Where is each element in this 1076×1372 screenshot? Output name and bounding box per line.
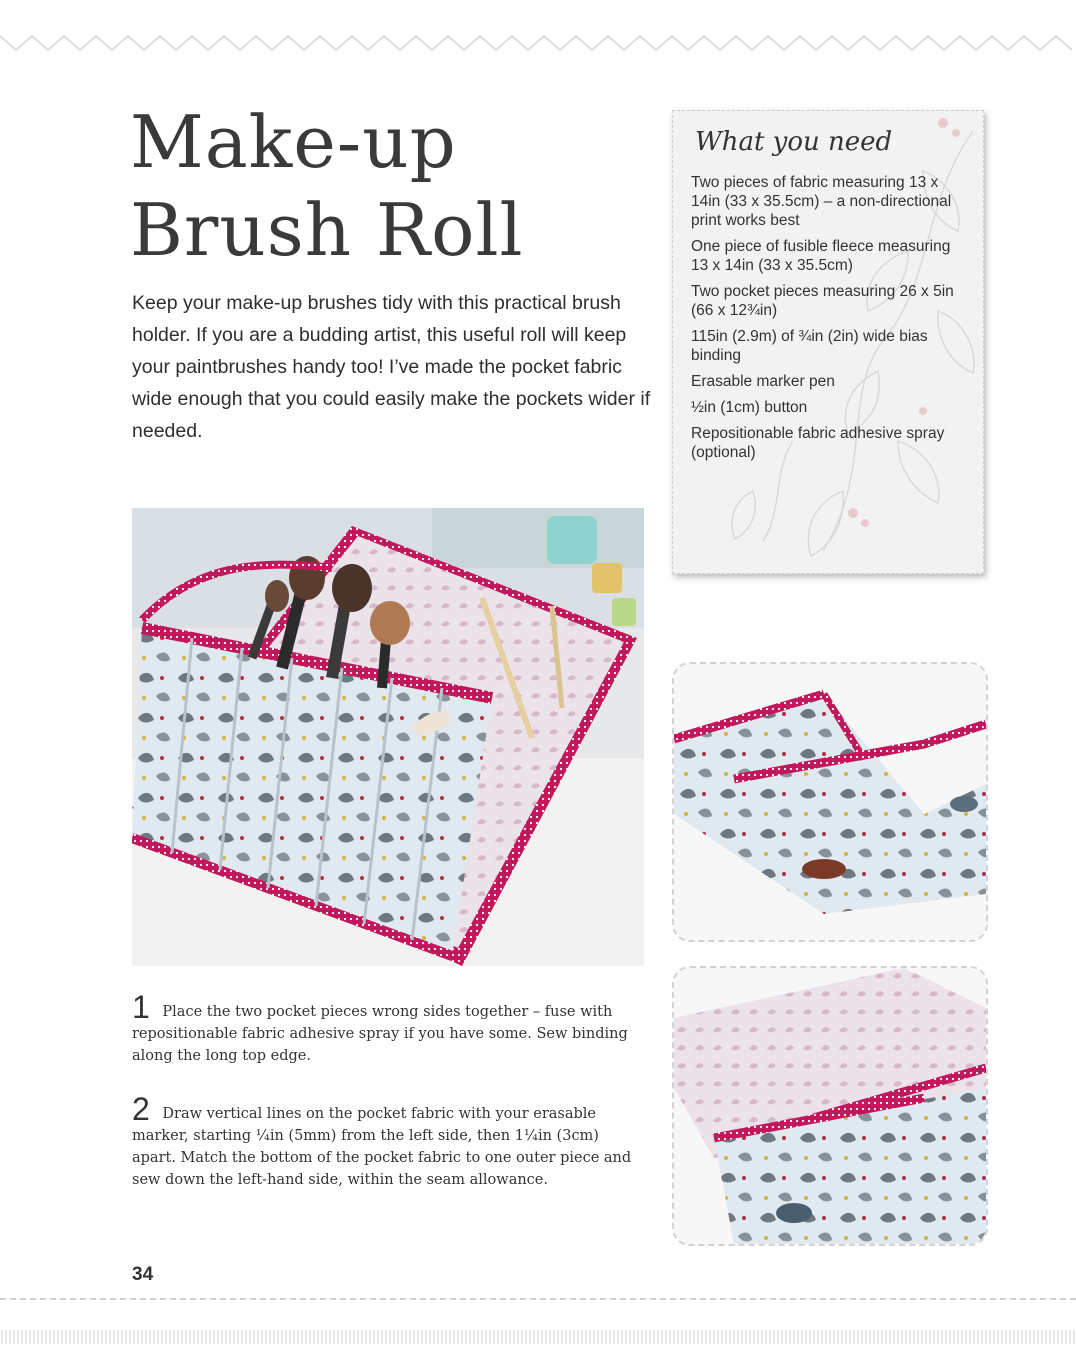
bottom-dashed-divider: [0, 1298, 1076, 1304]
material-item: ½in (1cm) button: [691, 399, 808, 416]
title-line-2: Brush Roll: [130, 188, 524, 272]
material-item: Erasable marker pen: [691, 373, 835, 390]
intro-paragraph: Keep your make-up brushes tidy with this practical brush holder. If you are a budding artist, this useful roll will keep your paintbrushes handy too! I’ve made the pocket fabric wide enough that you could easily make the pockets wider if needed.: [132, 292, 651, 442]
step-1: [132, 989, 642, 1067]
title-line-1: Make-up: [130, 100, 457, 184]
page-title: [130, 98, 524, 274]
step-1-photo: [672, 662, 988, 942]
material-item: 115in (2.9m) of ¾in (2in) wide bias binding: [691, 328, 928, 364]
zigzag-border: [0, 28, 1076, 58]
step-number: 1: [132, 989, 150, 1025]
what-you-need-heading: What you need: [695, 127, 893, 157]
step-text: Draw vertical lines on the pocket fabric with your erasable marker, starting ¼in (5mm) from the left side, then 1¼in (3cm) apart. Match the bottom of the pocket fabric to one outer piece and sew down the left-hand side, within the seam allowance.: [132, 1106, 632, 1188]
step-2: [132, 1091, 642, 1191]
brush-roll-photo: [132, 508, 644, 966]
material-item: Repositionable fabric adhesive spray (optional): [691, 425, 945, 461]
what-you-need-card: [672, 110, 984, 574]
step-number: 2: [132, 1091, 150, 1127]
material-item: Two pocket pieces measuring 26 x 5in (66 x 12¾in): [691, 283, 954, 319]
ruler-border: [0, 1330, 1076, 1344]
page-number: 34: [132, 1264, 154, 1285]
step-2-photo: [672, 966, 988, 1246]
material-item: Two pieces of fabric measuring 13 x 14in (33 x 35.5cm) – a non-directional print works best: [691, 174, 952, 229]
material-item: One piece of fusible fleece measuring 13 x 14in (33 x 35.5cm): [691, 238, 951, 274]
step-text: Place the two pocket pieces wrong sides together – fuse with repositionable fabric adhesive spray if you have some. Sew binding along the long top edge.: [132, 1004, 628, 1064]
materials-list: [691, 173, 971, 469]
